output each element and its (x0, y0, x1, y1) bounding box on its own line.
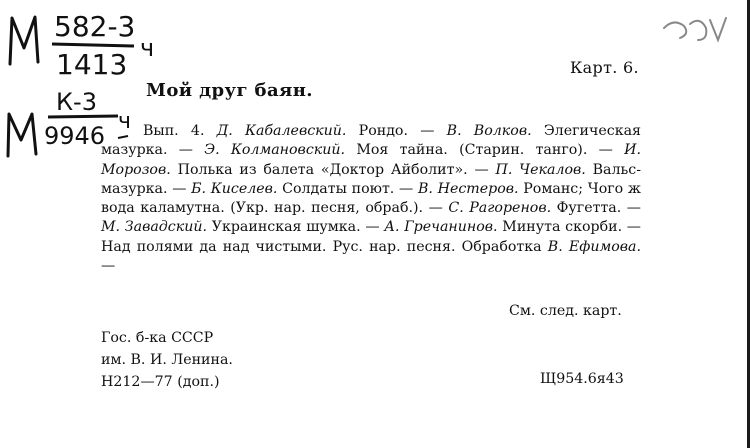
handwritten-call-number-1 (52, 8, 162, 81)
composer-name: В. Волков. (446, 123, 532, 139)
composer-name: П. Чекалов. (495, 161, 586, 178)
contents-text: Вып. 4. (143, 123, 217, 139)
contents-text: Солдаты поют. — (277, 180, 418, 197)
card-number: Карт. 6. (570, 58, 639, 77)
contents-text: Фугетта. — (551, 200, 641, 217)
composer-name: В. Ефимова. (547, 238, 641, 255)
contents-text: Романс; Чого ж вода каламутна. (Укр. нар. песня, обраб.). — (101, 180, 641, 217)
composer-name: М. Завадский. (101, 219, 207, 236)
contents-note (101, 122, 641, 276)
composer-name: Э. Колмановский. (204, 142, 346, 159)
see-next-card: См. след. карт. (509, 303, 622, 319)
contents-text: Моя тайна. (Старин. танго). — (345, 142, 625, 159)
call-number-2-suffix: ч (118, 109, 131, 134)
call-number-1-bottom: 1413 (56, 48, 128, 81)
faint-stamp-mark (660, 10, 730, 50)
library-order-code: Н212—77 (доп.) (101, 374, 220, 390)
contents-text: Рондо. — (346, 123, 447, 139)
handwritten-mark-upper (6, 14, 42, 66)
composer-name: И. Морозов. (101, 142, 641, 178)
call-number-2-bottom: 9946 (44, 122, 106, 150)
contents-text: — (101, 258, 116, 275)
contents-text: Полька из балета «Доктор Айболит». — (170, 161, 496, 178)
shelf-code: Щ954.6я43 (540, 371, 624, 387)
library-imprint (101, 327, 233, 393)
call-number-2-top: К-3 (56, 88, 97, 116)
library-dedication: им. В. И. Ленина. (101, 352, 233, 368)
composer-name: Б. Киселев. (191, 180, 278, 197)
handwritten-mark-lower (4, 110, 40, 158)
composer-name: А. Гречанинов. (384, 219, 498, 236)
call-number-1-top: 582-3 (54, 10, 136, 43)
composer-name: Д. Кабалевский. (216, 123, 347, 139)
contents-text: Вальс-мазурка. — (101, 161, 641, 197)
contents-text: Украинская шумка. — (206, 219, 385, 236)
call-number-1-suffix: ч (140, 34, 155, 62)
composer-name: В. Нестеров. (417, 180, 519, 197)
library-name: Гос. б-ка СССР (101, 330, 214, 346)
contents-text: Элегическая мазурка. — (101, 123, 641, 159)
composer-name: С. Рагоренов. (448, 200, 552, 217)
contents-text: Минута скорби. — Над полями да над чистыми. Рус. нар. песня. Обработка (101, 219, 641, 255)
record-title: Мой друг баян. (146, 80, 313, 101)
